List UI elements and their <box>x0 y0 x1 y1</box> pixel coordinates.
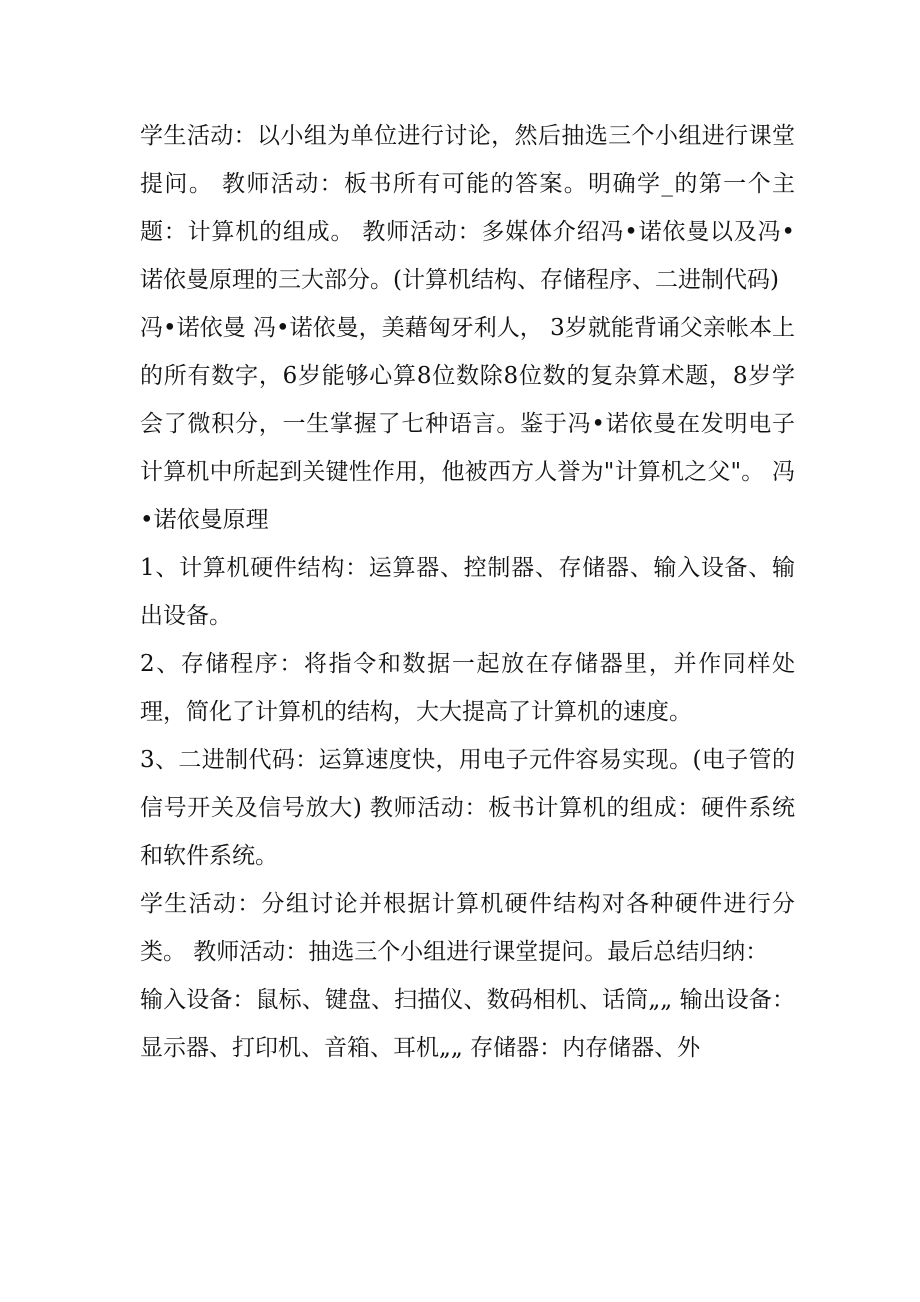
paragraph-binary-code: 3、二进制代码：运算速度快，用电子元件容易实现。(电子管的信号开关及信号放大) 教师活动：板书计算机的组成：硬件系统和软件系统。 <box>140 747 795 869</box>
paragraph-hardware-structure: 1、计算机硬件结构：运算器、控制器、存储器、输入设备、输出设备。 <box>140 555 795 629</box>
paragraph-student-discussion: 学生活动：以小组为单位进行讨论，然后抽选三个小组进行课堂提问。 教师活动：板书所有可能的答案。明确学_的第一个主题：计算机的组成。 教师活动：多媒体介绍冯•诺依曼以及冯•诺依曼原理的三大部分。(计算机结构、存储程序、二进制代码) <box>140 123 795 293</box>
paragraph-stored-program: 2、存储程序：将指令和数据一起放在存储器里，并作同样处理，简化了计算机的结构，大大提高了计算机的速度。 <box>140 651 795 725</box>
paragraph-group-classification: 学生活动：分组讨论并根据计算机硬件结构对各种硬件进行分类。 教师活动：抽选三个小组进行课堂提问。最后总结归纳： <box>140 891 795 965</box>
paragraph-device-list: 输入设备：鼠标、键盘、扫描仪、数码相机、话筒„„ 输出设备：显示器、打印机、音箱、耳机„„ 存储器：内存储器、外 <box>140 987 795 1061</box>
paragraph-von-neumann-bio: 冯•诺依曼 冯•诺依曼，美藉匈牙利人， 3岁就能背诵父亲帐本上的所有数字，6岁能够心算8位数除8位数的复杂算术题，8岁学会了微积分，一生掌握了七种语言。鉴于冯•诺依曼在发明电子计算机中所起到关键性作用，他被西方人誉为"计算机之父"。 冯•诺依曼原理 <box>140 315 795 533</box>
document-body <box>140 112 795 1072</box>
